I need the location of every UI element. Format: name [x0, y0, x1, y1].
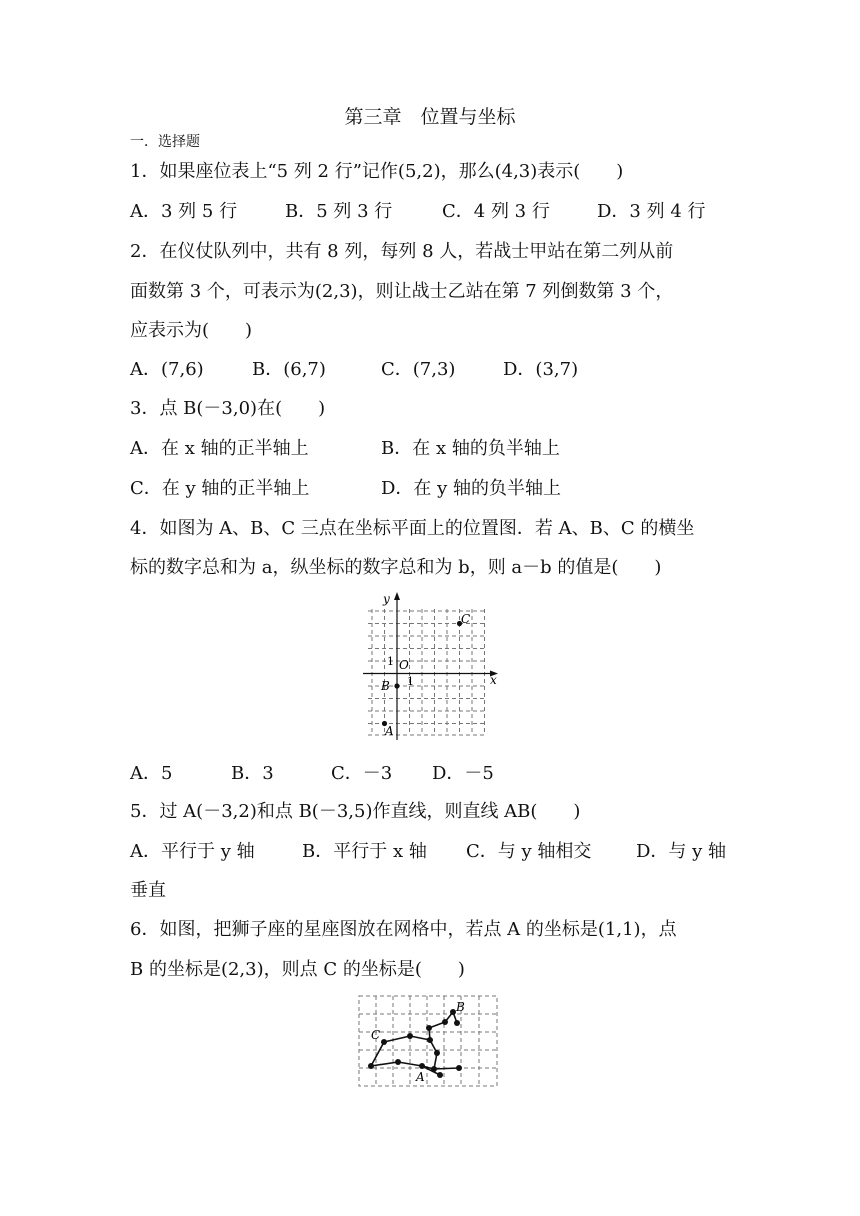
constellation-grid-figure [355, 992, 505, 1090]
coordinate-grid-figure [355, 590, 505, 740]
question-1-option-c: C．4 列 3 行 [442, 201, 550, 222]
question-5-option-a: A．平行于 y 轴 [130, 841, 255, 862]
question-5-option-c: C．与 y 轴相交 [466, 841, 592, 862]
star-a [419, 1063, 425, 1069]
star-9 [426, 1025, 432, 1031]
question-4-option-d: D．－5 [432, 763, 494, 784]
question-2-option-a: A．(7,6) [130, 359, 204, 380]
question-5-option-b: B．平行于 x 轴 [302, 841, 427, 862]
unit-label-x: 1 [407, 675, 414, 688]
question-5-option-d: D．与 y 轴 [636, 841, 727, 862]
star-c-label: C [371, 1028, 381, 1042]
point-b [394, 683, 399, 688]
star-13 [437, 1072, 443, 1078]
question-3-option-c: C．在 y 轴的正半轴上 [130, 478, 310, 499]
star-6 [431, 1066, 437, 1072]
question-3-option-b: B．在 x 轴的负半轴上 [381, 438, 560, 459]
question-2-option-d: D．(3,7) [503, 359, 579, 380]
question-2-option-c: C．(7,3) [381, 359, 456, 380]
question-4-stem-line-1: 4．如图为 A、B、C 三点在坐标平面上的位置图．若 A、B、C 的横坐 [130, 518, 695, 539]
y-axis-label: y [383, 592, 390, 606]
star-14 [456, 1065, 462, 1071]
question-4-option-c: C．－3 [331, 763, 393, 784]
question-5-stem: 5．过 A(－3,2)和点 B(－3,5)作直线，则直线 AB( ) [130, 801, 581, 822]
question-6-stem-line-2: B 的坐标是(2,3)，则点 C 的坐标是( ) [130, 959, 465, 980]
star-4 [427, 1037, 433, 1043]
origin-label: O [399, 658, 409, 672]
star-b-label: B [456, 1000, 465, 1014]
page-title: 第三章 位置与坐标 [344, 106, 516, 128]
star-c [381, 1039, 387, 1045]
question-2-stem-line-2: 面数第 3 个，可表示为(2,3)，则让战士乙站在第 7 列倒数第 3 个， [130, 281, 674, 302]
question-6-stem-line-1: 6．如图，把狮子座的星座图放在网格中，若点 A 的坐标是(1,1)，点 [130, 919, 677, 940]
question-1-option-b: B．5 列 3 行 [285, 201, 393, 222]
question-5-option-d-wrap: 垂直 [130, 880, 166, 901]
question-1-option-d: D．3 列 4 行 [597, 201, 706, 222]
star-a-label: A [416, 1070, 425, 1084]
star-1 [368, 1063, 374, 1069]
star-10 [442, 1019, 448, 1025]
question-2-stem-line-1: 2．在仪仗队列中，共有 8 列，每列 8 人，若战士甲站在第二列从前 [130, 241, 674, 262]
question-1-stem: 1．如果座位表上“5 列 2 行”记作(5,2)，那么(4,3)表示( ) [130, 161, 624, 182]
question-4-option-b: B．3 [231, 763, 274, 784]
section-heading: 一．选择题 [130, 134, 200, 150]
question-2-option-b: B．(6,7) [252, 359, 326, 380]
question-3-option-d: D．在 y 轴的负半轴上 [381, 478, 562, 499]
question-4-stem-line-2: 标的数字总和为 a，纵坐标的数字总和为 b，则 a－b 的值是( ) [130, 557, 662, 578]
star-8 [395, 1059, 401, 1065]
point-b-label: B [381, 679, 390, 693]
star-3 [407, 1033, 413, 1039]
question-1-option-a: A．3 列 5 行 [130, 201, 238, 222]
x-axis-label: x [490, 673, 497, 687]
star-12 [454, 1020, 460, 1026]
question-2-stem-line-3: 应表示为( ) [130, 320, 253, 341]
point-a-label: A [385, 724, 394, 738]
question-4-option-a: A．5 [130, 763, 173, 784]
star-5 [434, 1050, 440, 1056]
point-c-label: C [461, 612, 471, 626]
question-3-stem: 3．点 B(－3,0)在( ) [130, 398, 326, 419]
unit-label-y: 1 [387, 655, 394, 668]
question-3-option-a: A．在 x 轴的正半轴上 [130, 438, 309, 459]
